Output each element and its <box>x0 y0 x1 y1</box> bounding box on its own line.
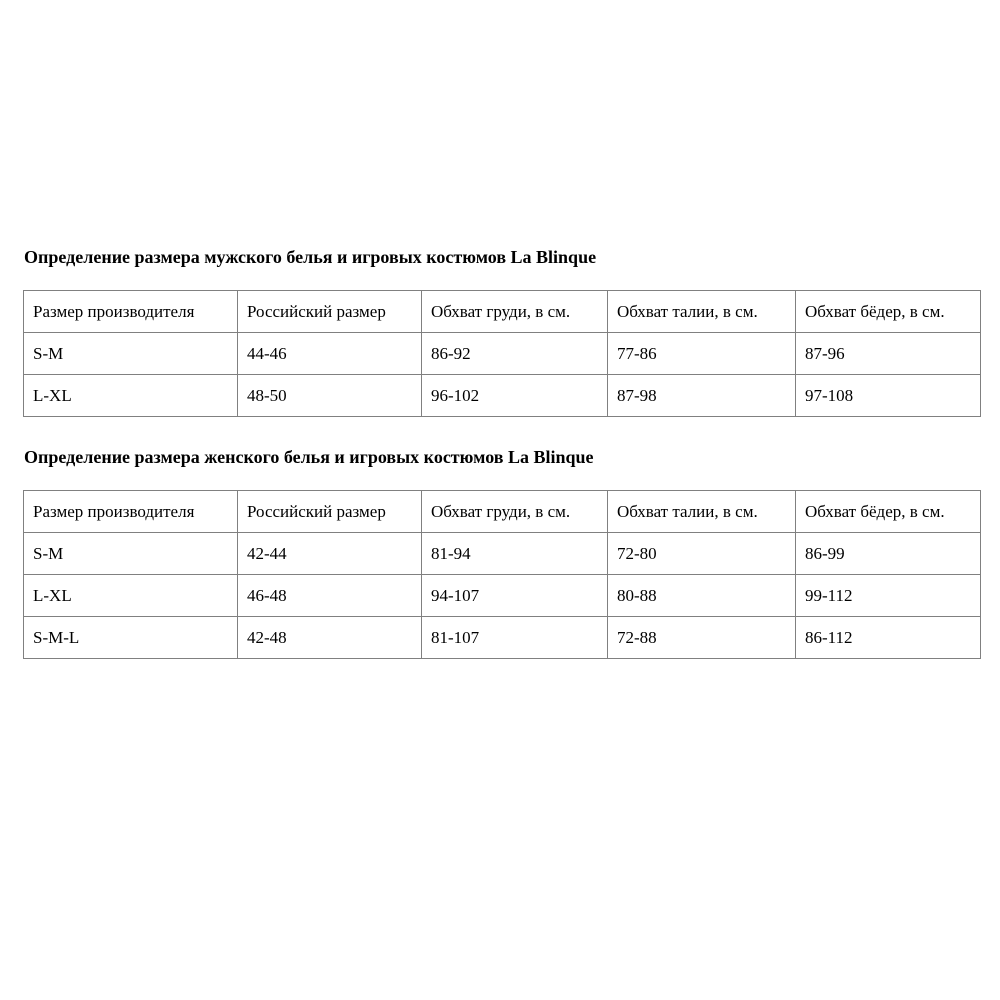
table-header-row <box>24 491 981 533</box>
table-cell: 94-107 <box>422 575 608 617</box>
table-row <box>24 575 981 617</box>
table-cell: 97-108 <box>796 375 981 417</box>
column-header: Обхват талии, в см. <box>608 491 796 533</box>
table-cell: 81-107 <box>422 617 608 659</box>
table-cell: 86-112 <box>796 617 981 659</box>
table-header-row <box>24 291 981 333</box>
table-cell: 48-50 <box>238 375 422 417</box>
column-header: Российский размер <box>238 291 422 333</box>
section-heading-mens: Определение размера мужского белья и игровых костюмов La Blinque <box>24 247 597 267</box>
column-header: Обхват груди, в см. <box>422 491 608 533</box>
table-row <box>24 375 981 417</box>
column-header: Российский размер <box>238 491 422 533</box>
table-row <box>24 533 981 575</box>
table-row <box>24 333 981 375</box>
column-header: Обхват бёдер, в см. <box>796 291 981 333</box>
table-cell: L-XL <box>24 375 238 417</box>
table-cell: 72-80 <box>608 533 796 575</box>
document-content <box>23 246 980 659</box>
table-cell: S-M <box>24 533 238 575</box>
table-cell: 80-88 <box>608 575 796 617</box>
table-cell: 77-86 <box>608 333 796 375</box>
table-cell: S-M <box>24 333 238 375</box>
table-cell: 81-94 <box>422 533 608 575</box>
table-cell: 42-44 <box>238 533 422 575</box>
table-cell: 87-98 <box>608 375 796 417</box>
table-cell: 87-96 <box>796 333 981 375</box>
table-cell: S-M-L <box>24 617 238 659</box>
column-header: Размер производителя <box>24 291 238 333</box>
table-cell: 86-99 <box>796 533 981 575</box>
table-cell: 99-112 <box>796 575 981 617</box>
womens-size-table <box>23 490 981 659</box>
mens-size-table <box>23 290 981 417</box>
table-row <box>24 617 981 659</box>
table-cell: 86-92 <box>422 333 608 375</box>
table-cell: 72-88 <box>608 617 796 659</box>
table-cell: 46-48 <box>238 575 422 617</box>
column-header: Обхват груди, в см. <box>422 291 608 333</box>
table-cell: 96-102 <box>422 375 608 417</box>
table-cell: 42-48 <box>238 617 422 659</box>
table-cell: L-XL <box>24 575 238 617</box>
section-heading-womens: Определение размера женского белья и игровых костюмов La Blinque <box>24 447 594 467</box>
column-header: Обхват талии, в см. <box>608 291 796 333</box>
table-cell: 44-46 <box>238 333 422 375</box>
column-header: Обхват бёдер, в см. <box>796 491 981 533</box>
column-header: Размер производителя <box>24 491 238 533</box>
